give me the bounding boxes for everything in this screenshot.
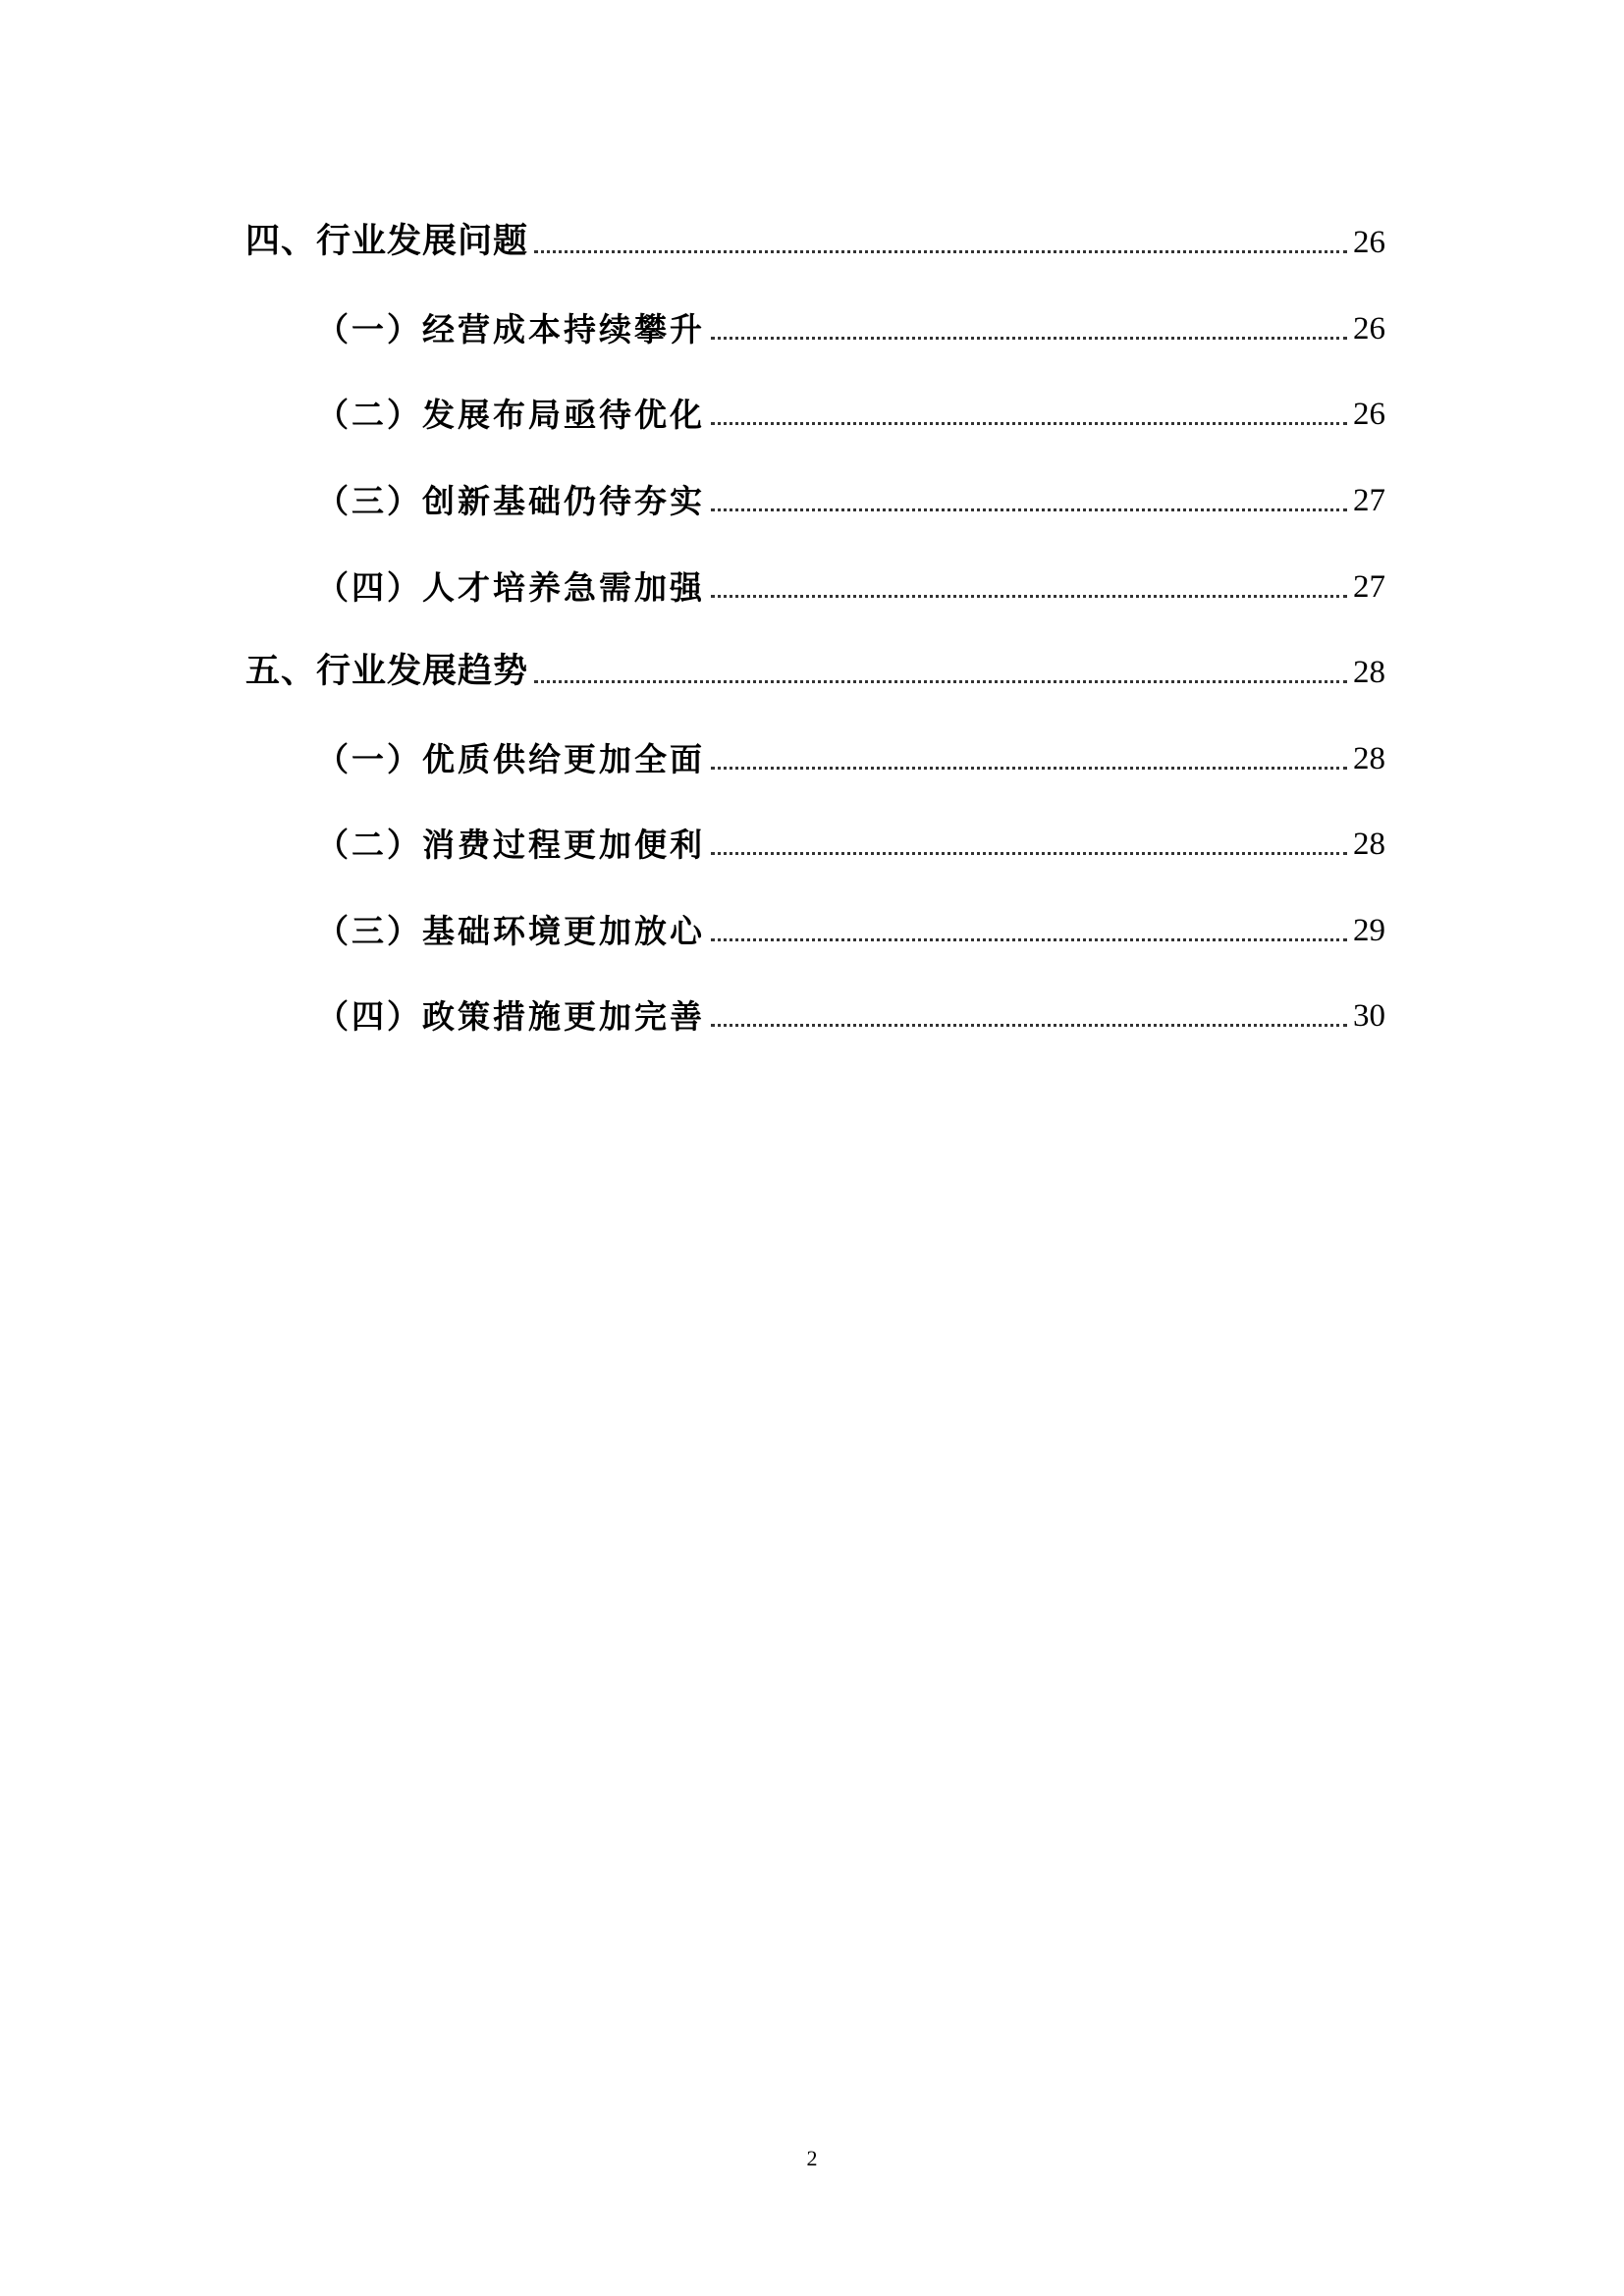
toc-entry-label: （一）优质供给更加全面 [316, 740, 705, 778]
toc-dot-leader [711, 767, 1347, 770]
toc-entry-page: 28 [1353, 655, 1385, 690]
toc-entry-label: （二）消费过程更加便利 [316, 826, 705, 864]
toc-dot-leader [711, 595, 1347, 598]
toc-entry-label: （四）人才培养急需加强 [316, 568, 705, 607]
toc-dot-leader [711, 337, 1347, 340]
toc-dot-leader [711, 938, 1347, 941]
toc-entry-4-3[interactable] [245, 464, 1385, 523]
toc-entry-4-2[interactable] [245, 378, 1385, 437]
toc-entry-5-4[interactable] [245, 980, 1385, 1039]
toc-entry-4-4[interactable] [245, 551, 1385, 610]
toc-dot-leader [711, 852, 1347, 855]
toc-entry-page: 27 [1353, 483, 1385, 518]
toc-entry-page: 26 [1353, 311, 1385, 347]
toc-entry-page: 30 [1353, 998, 1385, 1034]
toc-dot-leader [534, 250, 1347, 253]
toc-entry-page: 26 [1353, 225, 1385, 260]
toc-dot-leader [711, 508, 1347, 511]
toc-entry-page: 26 [1353, 397, 1385, 432]
toc-dot-leader [711, 1024, 1347, 1027]
toc-entry-page: 28 [1353, 741, 1385, 776]
toc-entry-5-3[interactable] [245, 894, 1385, 953]
toc-entry-label: 五、行业发展趋势 [245, 652, 529, 691]
toc-dot-leader [534, 680, 1347, 683]
toc-entry-page: 28 [1353, 827, 1385, 862]
toc-entry-section-5[interactable] [245, 636, 1385, 695]
toc-entry-page: 29 [1353, 913, 1385, 948]
page-number: 2 [806, 2146, 818, 2170]
toc-entry-label: （四）政策措施更加完善 [316, 997, 705, 1036]
toc-entry-4-1[interactable] [245, 293, 1385, 351]
toc-entry-page: 27 [1353, 569, 1385, 605]
toc-entry-label: （一）经营成本持续攀升 [316, 310, 705, 348]
toc-entry-label: （三）创新基础仍待夯实 [316, 482, 705, 520]
toc-entry-5-1[interactable] [245, 722, 1385, 781]
toc-entry-label: 四、行业发展问题 [245, 222, 529, 261]
toc-dot-leader [711, 422, 1347, 425]
toc-entry-label: （二）发展布局亟待优化 [316, 396, 705, 434]
toc-entry-5-2[interactable] [245, 808, 1385, 867]
toc-entry-section-4[interactable] [245, 206, 1385, 265]
toc-entry-label: （三）基础环境更加放心 [316, 912, 705, 950]
